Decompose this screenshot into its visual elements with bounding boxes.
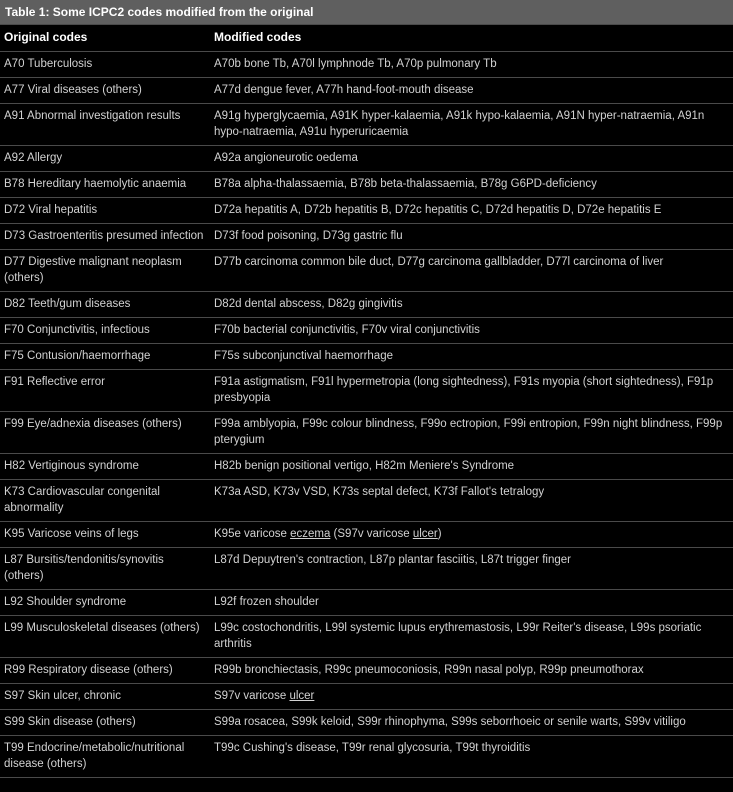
- modified-codes-cell: [210, 172, 733, 198]
- original-code-cell: F70 Conjunctivitis, infectious: [0, 318, 210, 344]
- table-row: [0, 548, 733, 590]
- cell-text: K73a ASD, K73v VSD, K73s septal defect, K73f Fallot's tetralogy: [214, 486, 545, 498]
- modified-codes-cell: [210, 710, 733, 736]
- original-code-cell: D77 Digestive malignant neoplasm (others): [0, 250, 210, 292]
- table-row: [0, 224, 733, 250]
- cell-text: D77b carcinoma common bile duct, D77g carcinoma gallbladder, D77l carcinoma of liver: [214, 256, 664, 268]
- original-code-cell: B78 Hereditary haemolytic anaemia: [0, 172, 210, 198]
- cell-text: R99b bronchiectasis, R99c pneumoconiosis, R99n nasal polyp, R99p pneumothorax: [214, 664, 644, 676]
- modified-codes-cell: [210, 616, 733, 658]
- cell-text: K95e varicose: [214, 528, 291, 540]
- cell-text: L87d Depuytren's contraction, L87p plantar fasciitis, L87t trigger finger: [214, 554, 571, 566]
- table-row: [0, 736, 733, 778]
- original-code-cell: A92 Allergy: [0, 146, 210, 172]
- cell-text: A77d dengue fever, A77h hand-foot-mouth disease: [214, 84, 474, 96]
- original-code-cell: D72 Viral hepatitis: [0, 198, 210, 224]
- cell-text: A91g hyperglycaemia, A91K hyper-kalaemia, A91k hypo-kalaemia, A91N hyper-natraemia, A91n hypo-natraemia, A91u hyperuricaemia: [214, 110, 705, 138]
- modified-codes-cell: [210, 52, 733, 78]
- cell-text: A92a angioneurotic oedema: [214, 152, 358, 164]
- original-code-cell: D82 Teeth/gum diseases: [0, 292, 210, 318]
- modified-codes-cell: [210, 104, 733, 146]
- table-row: [0, 52, 733, 78]
- modified-codes-cell: [210, 318, 733, 344]
- table-row: [0, 146, 733, 172]
- table-row: [0, 370, 733, 412]
- cell-text: F75s subconjunctival haemorrhage: [214, 350, 393, 362]
- table-row: [0, 454, 733, 480]
- original-code-cell: L87 Bursitis/tendonitis/synovitis (others): [0, 548, 210, 590]
- header-original-codes: Original codes: [0, 25, 210, 52]
- underlined-term: eczema: [290, 528, 331, 540]
- icpc2-codes-table: [0, 25, 733, 778]
- original-code-cell: T99 Endocrine/metabolic/nutritional disease (others): [0, 736, 210, 778]
- table-row: [0, 104, 733, 146]
- table-row: [0, 590, 733, 616]
- modified-codes-cell: [210, 522, 733, 548]
- header-modified-codes: Modified codes: [210, 25, 733, 52]
- table-title: Table 1: Some ICPC2 codes modified from the original: [0, 0, 733, 25]
- modified-codes-cell: [210, 370, 733, 412]
- original-code-cell: K73 Cardiovascular congenital abnormality: [0, 480, 210, 522]
- cell-text: L99c costochondritis, L99l systemic lupus erythremastosis, L99r Reiter's disease, L99s psoriatic arthritis: [214, 622, 702, 650]
- cell-text: S97v varicose: [214, 690, 290, 702]
- cell-text: F70b bacterial conjunctivitis, F70v viral conjunctivitis: [214, 324, 480, 336]
- cell-text: D72a hepatitis A, D72b hepatitis B, D72c hepatitis C, D72d hepatitis D, D72e hepatitis E: [214, 204, 662, 216]
- underlined-term: ulcer: [289, 690, 315, 702]
- original-code-cell: F75 Contusion/haemorrhage: [0, 344, 210, 370]
- cell-text: (S97v varicose: [330, 528, 413, 540]
- table-row: [0, 250, 733, 292]
- table-row: [0, 292, 733, 318]
- cell-text: B78a alpha-thalassaemia, B78b beta-thalassaemia, B78g G6PD-deficiency: [214, 178, 597, 190]
- modified-codes-cell: [210, 146, 733, 172]
- table-row: [0, 710, 733, 736]
- modified-codes-cell: [210, 198, 733, 224]
- modified-codes-cell: [210, 250, 733, 292]
- modified-codes-cell: [210, 454, 733, 480]
- original-code-cell: F99 Eye/adnexia diseases (others): [0, 412, 210, 454]
- table-row: [0, 684, 733, 710]
- cell-text: D73f food poisoning, D73g gastric flu: [214, 230, 403, 242]
- original-code-cell: R99 Respiratory disease (others): [0, 658, 210, 684]
- original-code-cell: A70 Tuberculosis: [0, 52, 210, 78]
- original-code-cell: D73 Gastroenteritis presumed infection: [0, 224, 210, 250]
- cell-text: D82d dental abscess, D82g gingivitis: [214, 298, 403, 310]
- table-row: [0, 658, 733, 684]
- original-code-cell: S97 Skin ulcer, chronic: [0, 684, 210, 710]
- original-code-cell: L99 Musculoskeletal diseases (others): [0, 616, 210, 658]
- cell-text: L92f frozen shoulder: [214, 596, 319, 608]
- cell-text: F99a amblyopia, F99c colour blindness, F99o ectropion, F99i entropion, F99n night blindness, F99p pterygium: [214, 418, 723, 446]
- modified-codes-cell: [210, 590, 733, 616]
- modified-codes-cell: [210, 684, 733, 710]
- original-code-cell: L92 Shoulder syndrome: [0, 590, 210, 616]
- table-row: [0, 318, 733, 344]
- original-code-cell: A91 Abnormal investigation results: [0, 104, 210, 146]
- table-row: [0, 78, 733, 104]
- table-row: [0, 522, 733, 548]
- table-row: [0, 344, 733, 370]
- table-row: [0, 616, 733, 658]
- original-code-cell: S99 Skin disease (others): [0, 710, 210, 736]
- modified-codes-cell: [210, 224, 733, 250]
- modified-codes-cell: [210, 736, 733, 778]
- cell-text: S99a rosacea, S99k keloid, S99r rhinophyma, S99s seborrhoeic or senile warts, S99v vitiligo: [214, 716, 686, 728]
- table-row: [0, 412, 733, 454]
- original-code-cell: F91 Reflective error: [0, 370, 210, 412]
- table-row: [0, 172, 733, 198]
- cell-text: A70b bone Tb, A70l lymphnode Tb, A70p pulmonary Tb: [214, 58, 497, 70]
- modified-codes-cell: [210, 480, 733, 522]
- table-row: [0, 480, 733, 522]
- cell-text: F91a astigmatism, F91l hypermetropia (long sightedness), F91s myopia (short sightedness), F91p presbyopia: [214, 376, 714, 404]
- cell-text: H82b benign positional vertigo, H82m Meniere's Syndrome: [214, 460, 515, 472]
- cell-text: ): [437, 528, 442, 540]
- modified-codes-cell: [210, 344, 733, 370]
- table-body: [0, 52, 733, 778]
- modified-codes-cell: [210, 292, 733, 318]
- modified-codes-cell: [210, 78, 733, 104]
- modified-codes-cell: [210, 658, 733, 684]
- header-row: [0, 25, 733, 52]
- cell-text: T99c Cushing's disease, T99r renal glycosuria, T99t thyroiditis: [214, 742, 531, 754]
- underlined-term: ulcer: [412, 528, 438, 540]
- modified-codes-cell: [210, 412, 733, 454]
- original-code-cell: H82 Vertiginous syndrome: [0, 454, 210, 480]
- modified-codes-cell: [210, 548, 733, 590]
- original-code-cell: A77 Viral diseases (others): [0, 78, 210, 104]
- table-row: [0, 198, 733, 224]
- original-code-cell: K95 Varicose veins of legs: [0, 522, 210, 548]
